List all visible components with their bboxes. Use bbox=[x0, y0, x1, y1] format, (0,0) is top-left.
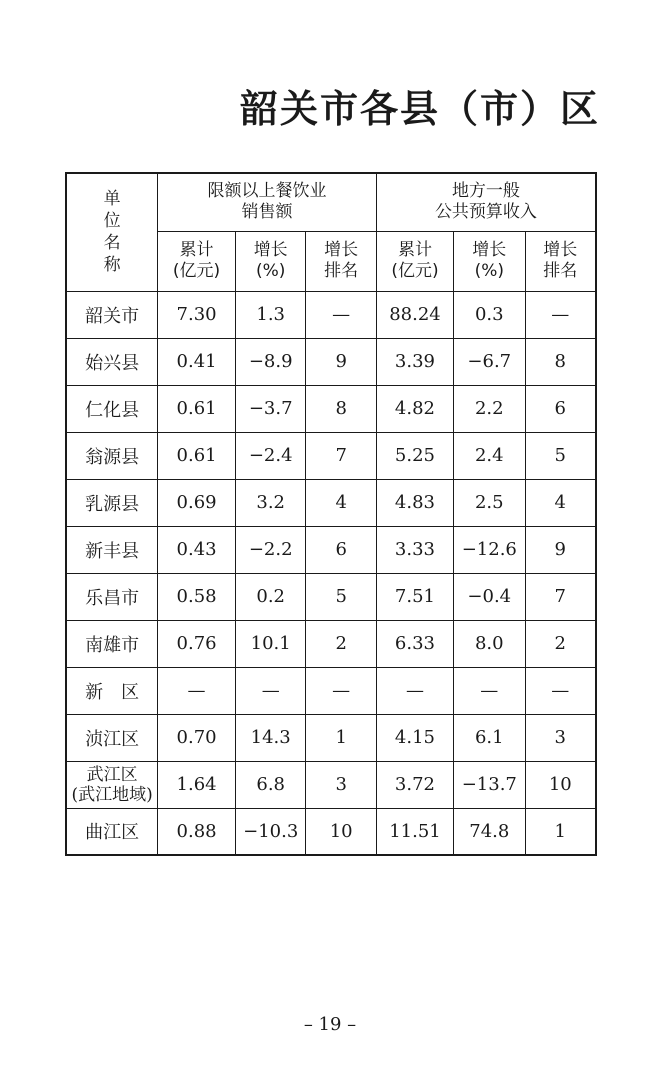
sub-header-rank bbox=[306, 231, 376, 291]
budget-revenue-header bbox=[376, 173, 596, 231]
value-cell: −8.9 bbox=[235, 338, 306, 385]
value-cell: — bbox=[454, 667, 525, 714]
value-cell: 0.61 bbox=[158, 432, 236, 479]
unit-header-char: 称 bbox=[103, 255, 121, 276]
value-cell: 6.1 bbox=[454, 714, 525, 761]
value-cell: 5 bbox=[525, 432, 596, 479]
value-cell: 1.3 bbox=[235, 291, 306, 338]
value-cell: 2.4 bbox=[454, 432, 525, 479]
value-cell: 88.24 bbox=[376, 291, 453, 338]
value-cell: 2.2 bbox=[454, 385, 525, 432]
sub-header-growth bbox=[454, 231, 525, 291]
table-row bbox=[66, 573, 596, 620]
sub-header-l1: 增长 bbox=[543, 240, 578, 260]
value-cell: — bbox=[158, 667, 236, 714]
value-cell: 4.83 bbox=[376, 479, 453, 526]
value-cell: 8.0 bbox=[454, 620, 525, 667]
value-cell: 0.88 bbox=[158, 808, 236, 855]
value-cell: −10.3 bbox=[235, 808, 306, 855]
value-cell: 4.15 bbox=[376, 714, 453, 761]
unit-name-cell: 翁源县 bbox=[66, 432, 158, 479]
page-number: – 19 – bbox=[303, 1014, 357, 1035]
table-row bbox=[66, 526, 596, 573]
value-cell: — bbox=[525, 667, 596, 714]
value-cell: 11.51 bbox=[376, 808, 453, 855]
unit-name-header bbox=[66, 173, 158, 291]
value-cell: 0.3 bbox=[454, 291, 525, 338]
value-cell: 3 bbox=[306, 761, 376, 808]
value-cell: −2.2 bbox=[235, 526, 306, 573]
unit-name-cell bbox=[66, 761, 158, 808]
table-row bbox=[66, 385, 596, 432]
table-row bbox=[66, 761, 596, 808]
table-row bbox=[66, 432, 596, 479]
unit-name-cell: 浈江区 bbox=[66, 714, 158, 761]
value-cell: 9 bbox=[525, 526, 596, 573]
value-cell: 3.2 bbox=[235, 479, 306, 526]
unit-header-char: 位 bbox=[103, 211, 121, 232]
value-cell: — bbox=[306, 291, 376, 338]
value-cell: 0.70 bbox=[158, 714, 236, 761]
value-cell: 7 bbox=[525, 573, 596, 620]
sub-header-l1: 增长 bbox=[324, 240, 359, 260]
value-cell: 1 bbox=[525, 808, 596, 855]
table-row bbox=[66, 620, 596, 667]
value-cell: −6.7 bbox=[454, 338, 525, 385]
catering-header-line2: 销售额 bbox=[241, 202, 293, 223]
value-cell: — bbox=[376, 667, 453, 714]
table-row bbox=[66, 808, 596, 855]
unit-name-cell: 南雄市 bbox=[66, 620, 158, 667]
unit-header-char: 名 bbox=[103, 233, 121, 254]
value-cell: 10.1 bbox=[235, 620, 306, 667]
value-cell: 0.69 bbox=[158, 479, 236, 526]
table-row bbox=[66, 338, 596, 385]
value-cell: 0.2 bbox=[235, 573, 306, 620]
sub-header-l1: 增长 bbox=[472, 240, 507, 260]
unit-header-char: 单 bbox=[103, 189, 121, 210]
unit-name-note: (武江地域) bbox=[71, 784, 153, 805]
value-cell: 2 bbox=[306, 620, 376, 667]
table-row bbox=[66, 667, 596, 714]
sub-header-l2: (%) bbox=[474, 261, 504, 281]
value-cell: −2.4 bbox=[235, 432, 306, 479]
table-row bbox=[66, 479, 596, 526]
value-cell: 8 bbox=[525, 338, 596, 385]
value-cell: 6 bbox=[306, 526, 376, 573]
value-cell: 8 bbox=[306, 385, 376, 432]
value-cell: 5.25 bbox=[376, 432, 453, 479]
value-cell: 4.82 bbox=[376, 385, 453, 432]
value-cell: 1.64 bbox=[158, 761, 236, 808]
sub-header-l2: 排名 bbox=[324, 261, 359, 281]
page-title: 韶关市各县（市）区 bbox=[239, 87, 600, 131]
sub-header-l1: 累计 bbox=[179, 240, 214, 260]
value-cell: 0.58 bbox=[158, 573, 236, 620]
unit-name-cell: 始兴县 bbox=[66, 338, 158, 385]
value-cell: 3.33 bbox=[376, 526, 453, 573]
value-cell: 14.3 bbox=[235, 714, 306, 761]
value-cell: 7 bbox=[306, 432, 376, 479]
value-cell: −13.7 bbox=[454, 761, 525, 808]
sub-header-l2: 排名 bbox=[543, 261, 578, 281]
value-cell: 6.33 bbox=[376, 620, 453, 667]
value-cell: 10 bbox=[306, 808, 376, 855]
value-cell: — bbox=[525, 291, 596, 338]
budget-header-line1: 地方一般 bbox=[451, 181, 520, 202]
sub-header-rank bbox=[525, 231, 596, 291]
catering-header-line1: 限额以上餐饮业 bbox=[207, 181, 327, 202]
sub-header-cumulative bbox=[158, 231, 236, 291]
value-cell: 2 bbox=[525, 620, 596, 667]
county-stats-table bbox=[65, 172, 597, 856]
value-cell: 74.8 bbox=[454, 808, 525, 855]
budget-header-line2: 公共预算收入 bbox=[434, 202, 537, 223]
value-cell: 0.76 bbox=[158, 620, 236, 667]
sub-header-l2: (%) bbox=[255, 261, 286, 281]
unit-name-cell: 韶关市 bbox=[66, 291, 158, 338]
sub-header-l1: 增长 bbox=[253, 240, 288, 260]
value-cell: 3.39 bbox=[376, 338, 453, 385]
value-cell: −12.6 bbox=[454, 526, 525, 573]
value-cell: 6.8 bbox=[235, 761, 306, 808]
value-cell: — bbox=[235, 667, 306, 714]
value-cell: 4 bbox=[306, 479, 376, 526]
unit-name-cell: 曲江区 bbox=[66, 808, 158, 855]
unit-name-cell: 乳源县 bbox=[66, 479, 158, 526]
catering-sales-header bbox=[158, 173, 377, 231]
value-cell: 5 bbox=[306, 573, 376, 620]
table-row bbox=[66, 714, 596, 761]
sub-header-growth bbox=[235, 231, 306, 291]
value-cell: −3.7 bbox=[235, 385, 306, 432]
unit-name-cell: 仁化县 bbox=[66, 385, 158, 432]
value-cell: 3.72 bbox=[376, 761, 453, 808]
value-cell: 9 bbox=[306, 338, 376, 385]
value-cell: 0.41 bbox=[158, 338, 236, 385]
value-cell: 10 bbox=[525, 761, 596, 808]
value-cell: −0.4 bbox=[454, 573, 525, 620]
value-cell: 6 bbox=[525, 385, 596, 432]
unit-name-cell: 新 区 bbox=[66, 667, 158, 714]
value-cell: 7.51 bbox=[376, 573, 453, 620]
sub-header-cumulative bbox=[376, 231, 453, 291]
sub-header-l1: 累计 bbox=[397, 240, 432, 260]
unit-name-cell: 新丰县 bbox=[66, 526, 158, 573]
value-cell: 7.30 bbox=[158, 291, 236, 338]
value-cell: 0.43 bbox=[158, 526, 236, 573]
sub-header-l2: (亿元) bbox=[391, 261, 439, 281]
table-body bbox=[66, 291, 596, 855]
unit-name: 武江区 bbox=[86, 764, 138, 785]
sub-header-l2: (亿元) bbox=[172, 261, 221, 281]
table-row bbox=[66, 291, 596, 338]
value-cell: 2.5 bbox=[454, 479, 525, 526]
unit-name-cell: 乐昌市 bbox=[66, 573, 158, 620]
value-cell: 0.61 bbox=[158, 385, 236, 432]
value-cell: 4 bbox=[525, 479, 596, 526]
value-cell: — bbox=[306, 667, 376, 714]
value-cell: 3 bbox=[525, 714, 596, 761]
value-cell: 1 bbox=[306, 714, 376, 761]
table-header-row-1 bbox=[66, 173, 596, 231]
